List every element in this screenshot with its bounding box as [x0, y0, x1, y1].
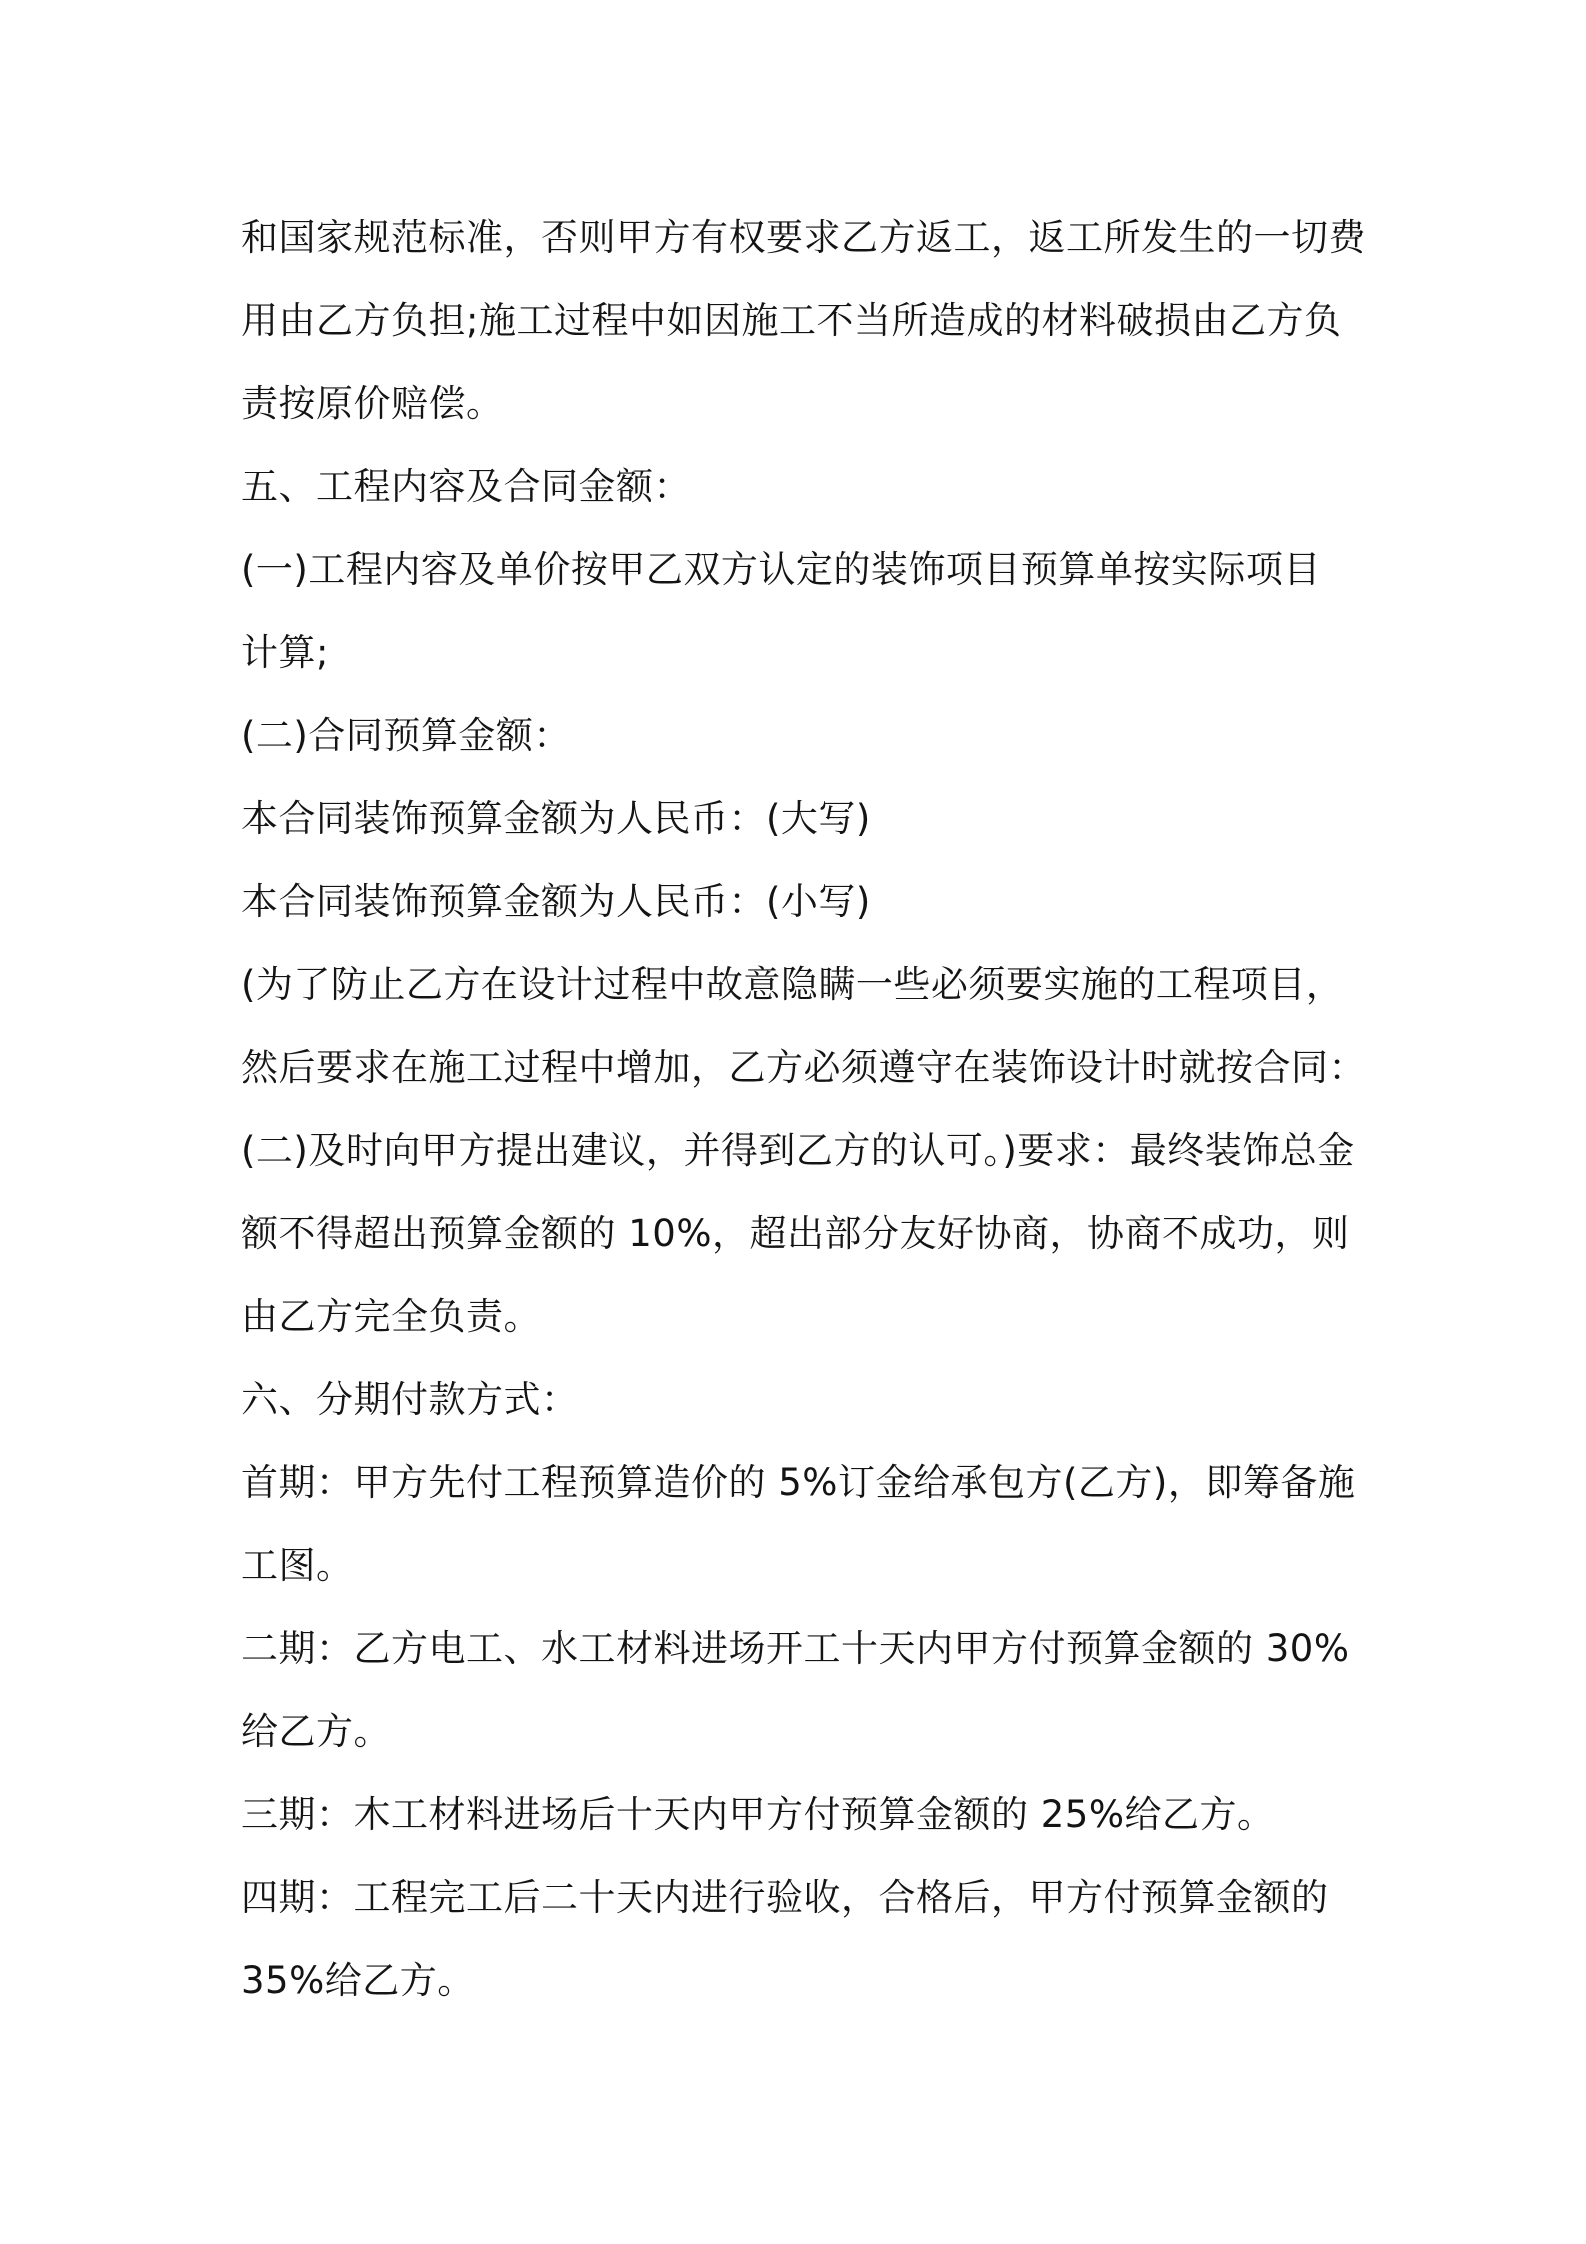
section-heading-5: 五、工程内容及合同金额： — [241, 465, 691, 508]
document-body — [241, 196, 1366, 2022]
text-line: 首期：甲方先付工程预算造价的 5%订金给承包方(乙方)，即筹备施 — [241, 1461, 1356, 1504]
text-line: 给乙方。 — [241, 1710, 391, 1753]
text-line: 由乙方完全负责。 — [241, 1295, 541, 1338]
text-line: 和国家规范标准，否则甲方有权要求乙方返工，返工所发生的一切费 — [241, 216, 1366, 259]
text-line: 责按原价赔偿。 — [241, 382, 504, 425]
text-line: 本合同装饰预算金额为人民币：(小写) — [241, 880, 871, 923]
text-line: 四期：工程完工后二十天内进行验收，合格后，甲方付预算金额的 — [241, 1876, 1329, 1919]
text-line: 35%给乙方。 — [241, 1959, 475, 2002]
text-line: 二期：乙方电工、水工材料进场开工十天内甲方付预算金额的 30% — [241, 1627, 1350, 1670]
text-line: (二)及时向甲方提出建议，并得到乙方的认可。)要求：最终装饰总金 — [241, 1129, 1355, 1172]
text-line: (为了防止乙方在设计过程中故意隐瞒一些必须要实施的工程项目， — [241, 963, 1344, 1006]
text-line: 三期：木工材料进场后十天内甲方付预算金额的 25%给乙方。 — [241, 1793, 1275, 1836]
section-heading-6: 六、分期付款方式： — [241, 1378, 579, 1421]
text-line: 用由乙方负担;施工过程中如因施工不当所造成的材料破损由乙方负 — [241, 299, 1342, 342]
text-line: 计算; — [241, 631, 329, 674]
text-line: (一)工程内容及单价按甲乙双方认定的装饰项目预算单按实际项目 — [241, 548, 1321, 591]
text-line: 额不得超出预算金额的 10%，超出部分友好协商，协商不成功，则 — [241, 1212, 1350, 1255]
text-line: 本合同装饰预算金额为人民币：(大写) — [241, 797, 871, 840]
text-line: 然后要求在施工过程中增加，乙方必须遵守在装饰设计时就按合同： — [241, 1046, 1366, 1089]
text-line: 工图。 — [241, 1544, 354, 1587]
text-line: (二)合同预算金额： — [241, 714, 571, 757]
